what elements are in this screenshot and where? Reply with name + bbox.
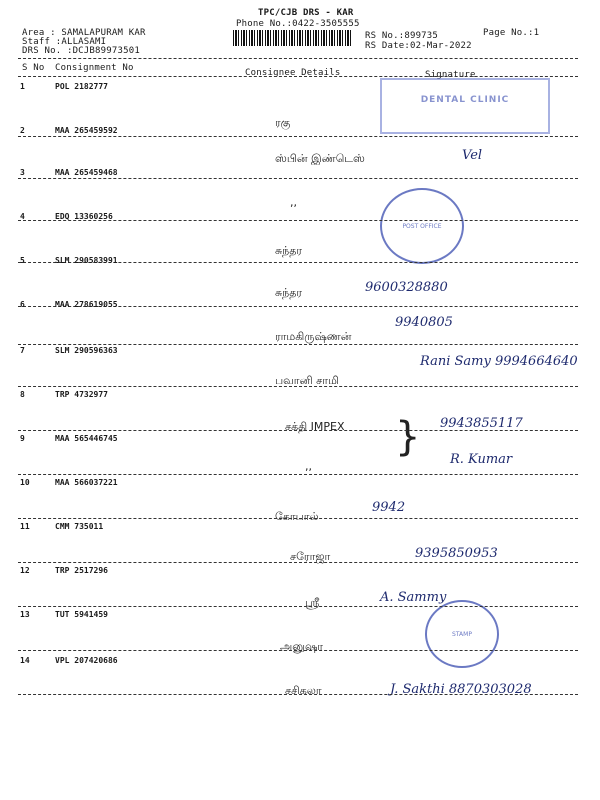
row-1-sno: 1: [20, 82, 25, 91]
round-stamp-1-text: POST OFFICE: [402, 222, 442, 230]
row-3-consignment: MAA 265459468: [55, 168, 118, 177]
row-9-sno: 9: [20, 434, 25, 443]
row-divider: [18, 606, 578, 607]
staff-label: Staff :ALLASAMI: [22, 37, 107, 47]
row-3-consignee: ,,: [290, 196, 297, 209]
row-2-consignment: MAA 265459592: [55, 126, 118, 135]
page-number: Page No.:1: [483, 28, 540, 38]
row-12-signature: A. Sammy: [380, 590, 447, 605]
row-13-consignee: அனுஷா: [280, 640, 324, 653]
row-13-sno: 13: [20, 610, 30, 619]
row-8-signature: 9943855117: [440, 416, 523, 431]
row-5-consignment: SLM 290583991: [55, 256, 118, 265]
row-6-consignment: MAA 278619055: [55, 300, 118, 309]
row-9-consignee: ,,: [305, 460, 312, 473]
header-divider-bottom: [18, 76, 578, 77]
phone-number: Phone No.:0422-3505555: [236, 19, 360, 29]
drs-number: DRS No. :DCJB89973501: [22, 46, 140, 56]
row-4-consignment: EDQ 13360256: [55, 212, 113, 221]
row-1-consignment: POL 2182777: [55, 82, 108, 91]
round-stamp-2-text: STAMP: [452, 630, 472, 638]
row-7-sno: 7: [20, 346, 25, 355]
row-7-consignee: பவானி சாமி: [275, 374, 339, 387]
rect-stamp-text: DENTAL CLINIC: [420, 95, 510, 105]
col-signature-header: Signature: [425, 70, 476, 80]
row-2-sno: 2: [20, 126, 25, 135]
rect-stamp: [380, 78, 550, 134]
row-4-sno: 4: [20, 212, 25, 221]
row-divider: [18, 474, 578, 475]
drs-title: TPC/CJB DRS - KAR: [258, 8, 354, 18]
row-divider: [18, 562, 578, 563]
round-stamp-2: [425, 600, 499, 668]
row-4-consignee: சுந்தர: [275, 244, 303, 257]
row-8-consignee: சக்தி IMPEX: [285, 420, 345, 433]
row-14-consignment: VPL 207420686: [55, 656, 118, 665]
row-9-consignment: MAA 565446745: [55, 434, 118, 443]
row-divider: [18, 136, 578, 137]
row-12-sno: 12: [20, 566, 30, 575]
row-10-consignee: கோபால்: [275, 510, 319, 523]
row-10-consignment: MAA 566037221: [55, 478, 118, 487]
header-divider-top: [18, 58, 578, 59]
row-3-sno: 3: [20, 168, 25, 177]
row-12-consignment: TRP 2517296: [55, 566, 108, 575]
col-consignee-header: Consignee Details: [245, 68, 341, 78]
row-divider: [18, 178, 578, 179]
row-6-consignee: ராமகிருஷ்ணன்: [275, 330, 352, 343]
row-10-signature: 9942: [372, 500, 406, 515]
row-divider: [18, 694, 578, 695]
row-7-consignment: SLM 290596363: [55, 346, 118, 355]
row-divider: [18, 430, 578, 431]
row-divider: [18, 650, 578, 651]
row-14-consignee: சசிகலா: [285, 684, 322, 697]
row-5-consignee: சுந்தர: [275, 286, 303, 299]
round-stamp-1: [380, 188, 464, 264]
col-consignment-header: Consignment No: [55, 63, 134, 73]
row-5-signature: 9600328880: [365, 280, 448, 295]
row-2-consignee: ஸ்பின் இண்டெஸ்: [275, 152, 365, 165]
row-divider: [18, 386, 578, 387]
row-14-sno: 14: [20, 656, 30, 665]
barcode-image: [233, 30, 353, 46]
row-2-signature: Vel: [462, 148, 483, 163]
row-11-consignment: CMM 735011: [55, 522, 104, 531]
row-1-consignee: ரகு: [275, 116, 291, 129]
row-11-consignee: சரோஜா: [290, 550, 331, 563]
row-divider: [18, 344, 578, 345]
row-11-sno: 11: [20, 522, 30, 531]
rs-date: RS Date:02-Mar-2022: [365, 41, 472, 51]
area-label: Area : SAMALAPURAM KAR: [22, 28, 146, 38]
row-8-sno: 8: [20, 390, 25, 399]
row-divider: [18, 518, 578, 519]
row-7-signature: Rani Samy 9994664640: [420, 354, 578, 369]
bracket-8-9: }: [395, 414, 421, 460]
row-11-signature: 9395850953: [415, 546, 498, 561]
row-12-consignee: ஸ்ரீ: [305, 596, 320, 609]
rs-number: RS No.:899735: [365, 31, 439, 41]
row-10-sno: 10: [20, 478, 30, 487]
row-8-consignment: TRP 4732977: [55, 390, 108, 399]
row-14-signature: J. Sakthi 8870303028: [390, 682, 532, 697]
row-5-sno: 5: [20, 256, 25, 265]
col-sno-header: S No: [22, 63, 45, 73]
row-6-sno: 6: [20, 300, 25, 309]
row-6-signature: 9940805: [395, 315, 453, 330]
row-13-consignment: TUT 5941459: [55, 610, 108, 619]
row-9-signature: R. Kumar: [450, 452, 513, 467]
